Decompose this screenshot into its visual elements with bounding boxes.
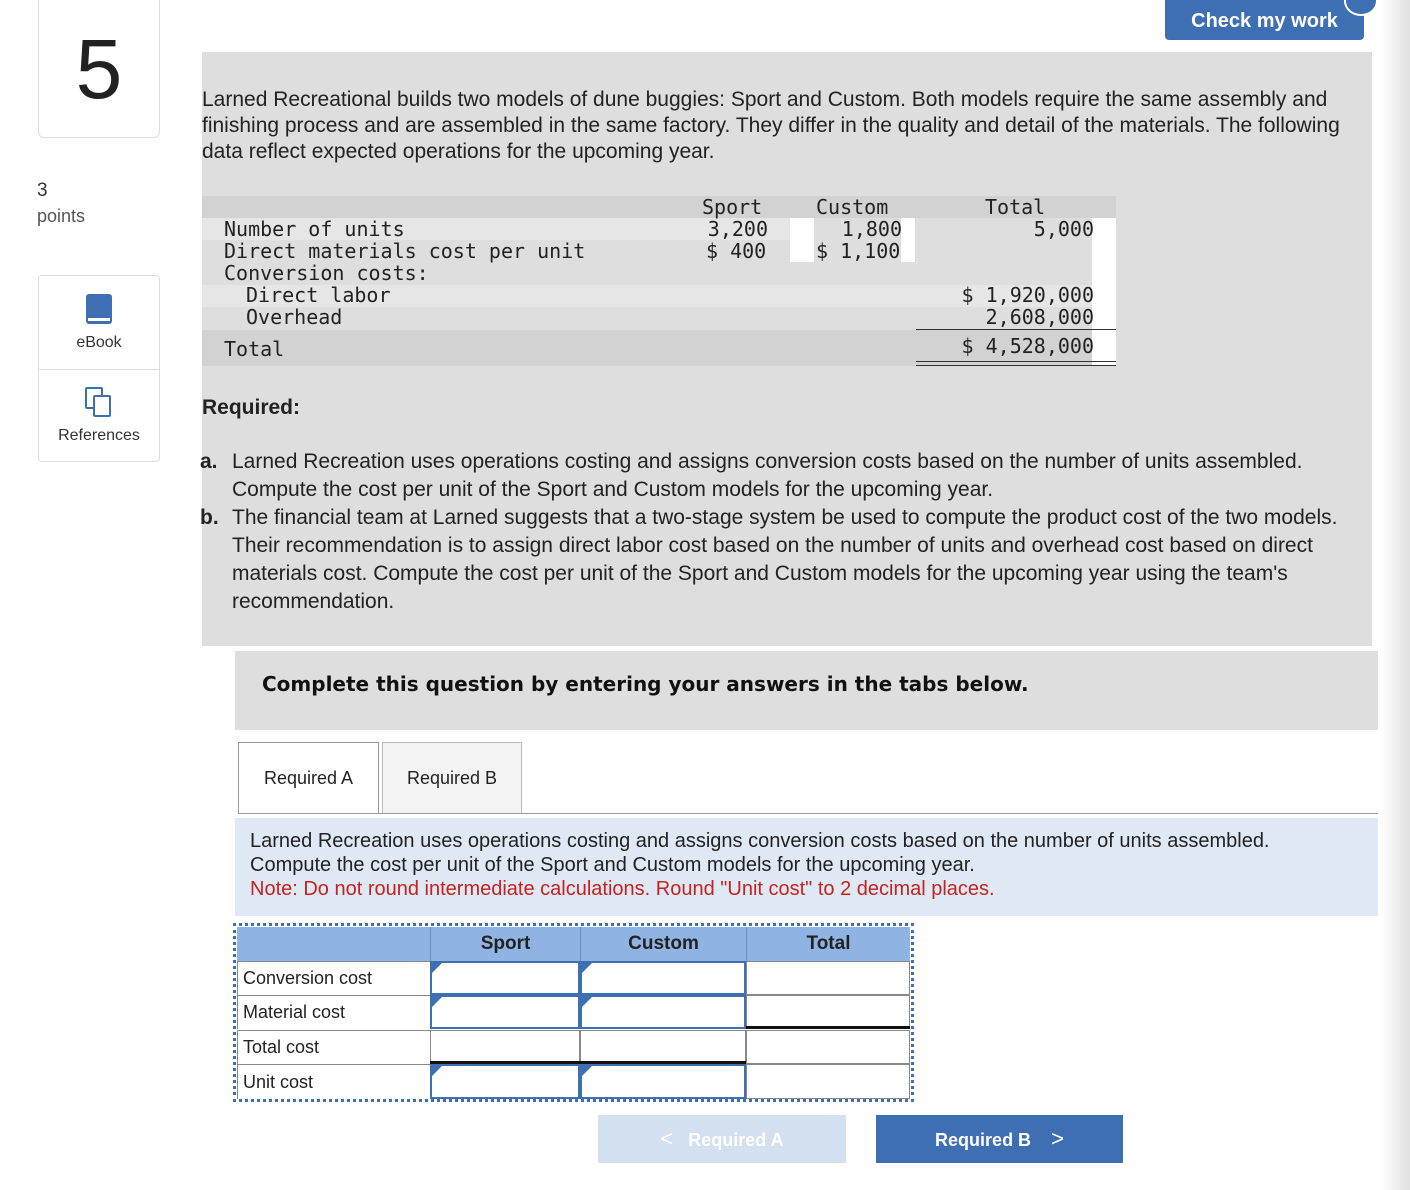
required-letter-a: a.: [200, 450, 218, 473]
col-header-custom: Custom: [816, 195, 889, 219]
complete-banner: [235, 651, 1378, 730]
grid-row-label-unit: Unit cost: [237, 1064, 430, 1099]
grid-row-label-total: Total cost: [237, 1030, 430, 1064]
subtotal-rule: [916, 329, 1116, 330]
question-intro: Larned Recreational builds two models of dune buggies: Sport and Custom. Both models require the same assembly and finishing process and are assembled in the same factory. They differ in the quality and detail of the materials. The following data reflect expected operations for the upcoming year.: [202, 88, 1340, 163]
check-my-work-button[interactable]: Check my work: [1165, 0, 1364, 40]
double-rule-top: [916, 361, 1116, 362]
total-total: $ 4,528,000: [961, 334, 1094, 358]
required-text-b: The financial team at Larned suggests that a two-stage system be used to compute the product cost of the two models. Their recommendation is to assign direct labor cost based on the number of units and overhead cost based on direct materials cost. Compute the cost per unit of the Sport and Custom models for the upcoming year using the team's recommendation.: [232, 506, 1338, 613]
points-value: 3: [37, 180, 48, 201]
total-overhead: 2,608,000: [985, 305, 1094, 329]
references-button[interactable]: [39, 369, 159, 462]
conversion-cost-sport-input[interactable]: [430, 961, 580, 995]
custom-materials: $ 1,100: [816, 239, 901, 263]
sport-materials: $ 400: [706, 239, 767, 263]
book-icon: [86, 294, 112, 324]
custom-units: 1,800: [841, 217, 902, 241]
total-cost-sport-cell: [430, 1030, 580, 1064]
required-item-a: [200, 448, 1375, 504]
unit-cost-total-cell: [746, 1064, 910, 1099]
grid-row-label-conversion: Conversion cost: [237, 961, 430, 995]
material-cost-total-cell: [746, 995, 910, 1029]
points-label: points: [37, 206, 86, 226]
references-label: References: [58, 427, 140, 444]
instructions-note: Note: Do not round intermediate calculations. Round "Unit cost" to 2 decimal places.: [250, 878, 995, 900]
material-cost-custom-input[interactable]: [580, 995, 746, 1029]
col-header-total: Total: [985, 195, 1046, 219]
row-label-units: Number of units: [224, 217, 405, 241]
conversion-cost-custom-input[interactable]: [580, 961, 746, 995]
tab-required-b[interactable]: Required B: [382, 742, 522, 814]
row-label-materials: Direct materials cost per unit: [224, 239, 586, 263]
row-label-overhead: Overhead: [246, 305, 343, 329]
sport-units: 3,200: [707, 217, 768, 241]
grid-row-label-material: Material cost: [237, 995, 430, 1029]
table-header-band: [202, 196, 1116, 218]
prev-required-a-button[interactable]: [598, 1115, 846, 1163]
chevron-right-icon: >: [1051, 1126, 1064, 1151]
required-letter-b: b.: [200, 506, 219, 529]
question-number-box: [38, 0, 160, 138]
total-units: 5,000: [1033, 217, 1094, 241]
tab-required-a[interactable]: Required A: [238, 742, 379, 814]
grid-header-sport: Sport: [430, 927, 580, 961]
row-label-conversion: Conversion costs:: [224, 261, 429, 285]
grid-header-custom: Custom: [580, 927, 746, 961]
conversion-cost-total-cell: [746, 961, 910, 995]
right-edge-shadow: [1380, 0, 1410, 1190]
total-cost-custom-cell: [580, 1030, 746, 1064]
required-heading: Required:: [202, 396, 301, 419]
required-item-b: [200, 504, 1375, 616]
ebook-button[interactable]: [39, 276, 159, 369]
col-header-sport: Sport: [702, 195, 763, 219]
unit-cost-custom-input[interactable]: [580, 1064, 746, 1099]
next-button-label: Required B: [935, 1130, 1032, 1150]
next-required-b-button[interactable]: [876, 1115, 1123, 1163]
instructions-line-2: Compute the cost per unit of the Sport and Custom models for the upcoming year.: [250, 854, 975, 876]
double-rule-bottom: [916, 365, 1116, 366]
grid-header-total: Total: [746, 927, 910, 961]
prev-button-label: Required A: [688, 1130, 784, 1150]
chevron-left-icon: <: [660, 1126, 674, 1151]
instructions-panel: [235, 818, 1378, 916]
references-icon: [85, 387, 113, 417]
tab-underline: [379, 813, 1378, 814]
material-cost-sport-input[interactable]: [430, 995, 580, 1029]
material-total-rule: [746, 1026, 910, 1029]
complete-banner-text: Complete this question by entering your answers in the tabs below.: [262, 672, 1029, 696]
total-labor: $ 1,920,000: [961, 283, 1094, 307]
ebook-label: eBook: [76, 333, 122, 351]
row-label-total: Total: [224, 337, 285, 361]
unit-cost-sport-input[interactable]: [430, 1064, 580, 1099]
grid-header-blank: [237, 927, 430, 961]
question-number: 5: [75, 21, 123, 116]
required-text-a: Larned Recreation uses operations costing and assigns conversion costs based on the number of units assembled. Compute the cost per unit of the Sport and Custom models for the upcoming year.: [232, 450, 1303, 501]
row-label-labor: Direct labor: [246, 283, 391, 307]
total-cost-total-cell: [746, 1030, 910, 1064]
instructions-line-1: Larned Recreation uses operations costing and assigns conversion costs based on the number of units assembled.: [250, 830, 1270, 852]
side-tools: [38, 275, 160, 462]
